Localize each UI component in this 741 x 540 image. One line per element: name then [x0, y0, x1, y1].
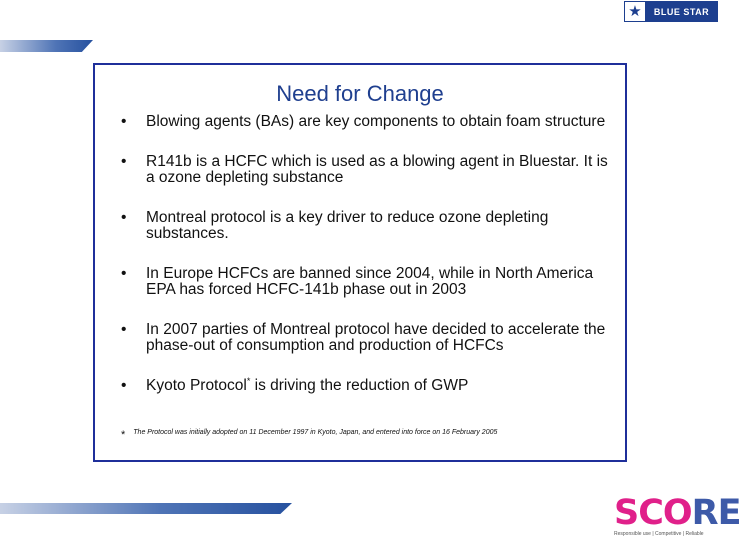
list-item	[119, 154, 609, 186]
bullet-text: In 2007 parties of Montreal protocol have decided to accelerate the phase-out of consumption and production of HCFCs	[146, 321, 606, 354]
footnote	[121, 429, 621, 441]
bullet-text: Kyoto Protocol	[146, 377, 247, 394]
bullet-dot: •	[121, 209, 127, 226]
score-wordmark-part1: SCO	[614, 493, 692, 533]
score-wordmark	[614, 493, 741, 533]
footnote-mark: *	[121, 429, 126, 441]
bullet-dot: •	[121, 321, 127, 338]
blue-star-logo	[624, 1, 718, 22]
bullet-text-continued: is driving the reduction of GWP	[250, 377, 469, 394]
star-icon: ★	[625, 2, 646, 21]
bullet-list	[119, 114, 609, 394]
bullet-text: R141b is a HCFC which is used as a blowing agent in Bluestar. It is a ozone depleting substance	[146, 153, 608, 186]
list-item	[119, 375, 609, 394]
decorative-band-bottom	[0, 503, 292, 514]
slide-content-frame	[93, 63, 627, 462]
footnote-text: The Protocol was initially adopted on 11 December 1997 in Kyoto, Japan, and entered into force on 16 February 2005	[133, 429, 498, 436]
decorative-band-top	[0, 40, 93, 52]
slide-title: Need for Change	[276, 81, 444, 106]
score-logo	[614, 493, 741, 540]
bullet-text: In Europe HCFCs are banned since 2004, while in North America EPA has forced HCFC-141b phase out in 2003	[146, 265, 594, 298]
score-wordmark-part2: RE	[691, 493, 741, 533]
list-item	[119, 322, 609, 354]
bullet-text: Montreal protocol is a key driver to reduce ozone depleting substances.	[146, 209, 549, 242]
bullet-dot: •	[121, 377, 127, 394]
list-item	[119, 210, 609, 242]
score-tagline: Responsible use | Competitive | Reliable	[614, 531, 704, 537]
bullet-dot: •	[121, 265, 127, 282]
bullet-text: Blowing agents (BAs) are key components to obtain foam structure	[146, 113, 606, 130]
logo-text: BLUE STAR	[646, 2, 717, 21]
list-item	[119, 266, 609, 298]
bullet-dot: •	[121, 113, 127, 130]
footnote-reference: *	[246, 375, 251, 386]
list-item	[119, 114, 609, 130]
bullet-dot: •	[121, 153, 127, 170]
